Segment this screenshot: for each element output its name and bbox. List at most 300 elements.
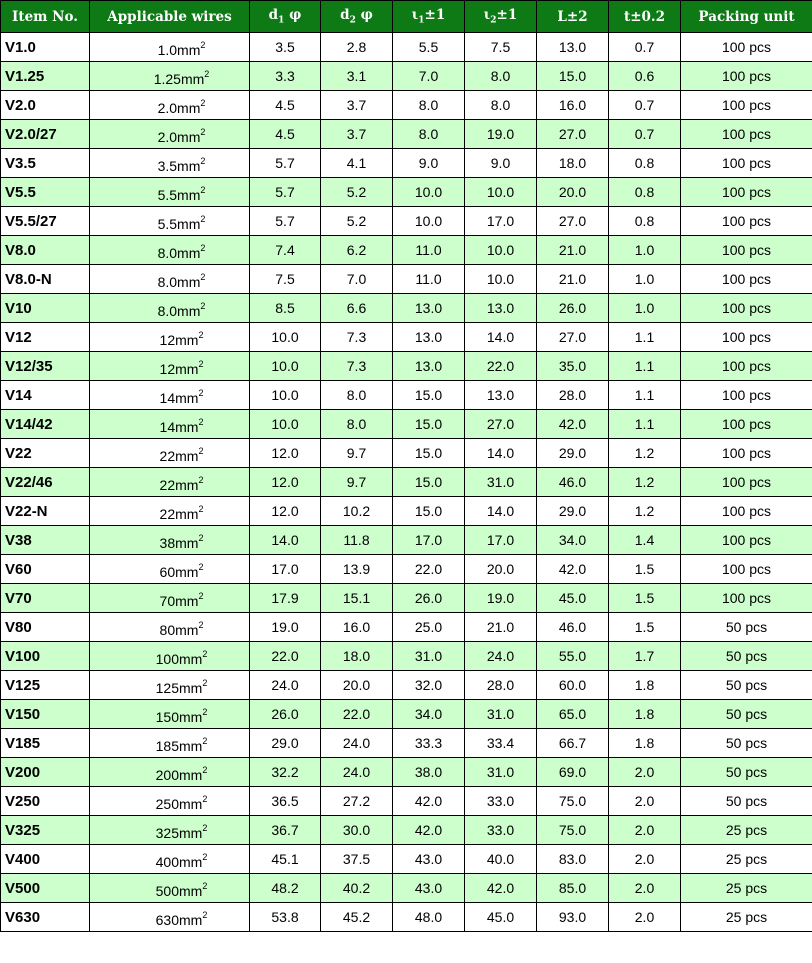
cell-d2: 37.5 [321, 845, 393, 874]
table-row [1, 555, 812, 584]
cell-d2: 8.0 [321, 381, 393, 410]
cell-l2: 20.0 [465, 555, 537, 584]
cell-applicable-wire [90, 874, 250, 903]
wire-size-exponent: 2 [200, 272, 206, 282]
wire-size-exponent: 2 [200, 127, 206, 137]
wire-size-exponent: 2 [198, 446, 204, 456]
cell-packing-unit: 25 pcs [681, 874, 812, 903]
cell-length: 42.0 [537, 555, 609, 584]
cell-thickness: 1.8 [609, 671, 681, 700]
cell-d1: 12.0 [250, 468, 321, 497]
cell-d2: 3.7 [321, 91, 393, 120]
cell-l2: 22.0 [465, 352, 537, 381]
cell-item-no: V100 [1, 642, 90, 671]
table-row [1, 787, 812, 816]
cell-l2: 21.0 [465, 613, 537, 642]
wire-size-value: 3.5mm [157, 158, 201, 174]
cell-l1: 13.0 [393, 294, 465, 323]
cell-l2: 8.0 [465, 62, 537, 91]
wire-size-value: 185mm [155, 738, 203, 754]
wire-size-value: 250mm [155, 796, 203, 812]
cell-thickness: 1.1 [609, 381, 681, 410]
wire-size-value: 8.0mm [157, 274, 201, 290]
wire-size-exponent: 2 [202, 852, 208, 862]
cell-length: 29.0 [537, 497, 609, 526]
header-d2: $d_2$ φ [321, 1, 393, 33]
cell-applicable-wire [90, 294, 250, 323]
header-d1: $d_1$ φ [250, 1, 321, 33]
wire-size [158, 268, 206, 290]
wire-size-value: 12mm [159, 332, 199, 348]
cell-d2: 20.0 [321, 671, 393, 700]
cell-d2: 27.2 [321, 787, 393, 816]
cell-item-no: V325 [1, 816, 90, 845]
header-l1: $\iota_1\pm 1$ [393, 1, 465, 33]
cell-thickness: 0.7 [609, 120, 681, 149]
wire-size-exponent: 2 [202, 794, 208, 804]
table-row [1, 468, 812, 497]
table-row [1, 729, 812, 758]
cell-l1: 15.0 [393, 468, 465, 497]
cell-d1: 26.0 [250, 700, 321, 729]
cell-length: 60.0 [537, 671, 609, 700]
wire-size [158, 297, 206, 319]
cell-packing-unit: 100 pcs [681, 410, 812, 439]
cell-packing-unit: 100 pcs [681, 352, 812, 381]
cell-item-no: V5.5 [1, 178, 90, 207]
cell-l1: 7.0 [393, 62, 465, 91]
wire-size-exponent: 2 [198, 475, 204, 485]
table-row [1, 207, 812, 236]
table-row [1, 294, 812, 323]
cell-l2: 33.0 [465, 816, 537, 845]
cell-l2: 14.0 [465, 323, 537, 352]
cell-applicable-wire [90, 729, 250, 758]
cell-d2: 18.0 [321, 642, 393, 671]
cell-d1: 36.7 [250, 816, 321, 845]
cell-packing-unit: 100 pcs [681, 120, 812, 149]
cell-packing-unit: 50 pcs [681, 613, 812, 642]
cell-d2: 45.2 [321, 903, 393, 932]
cell-packing-unit: 50 pcs [681, 787, 812, 816]
cell-item-no: V2.0 [1, 91, 90, 120]
cell-l2: 10.0 [465, 178, 537, 207]
cell-packing-unit: 25 pcs [681, 816, 812, 845]
cell-d1: 7.4 [250, 236, 321, 265]
wire-size-value: 200mm [155, 767, 203, 783]
cell-l2: 28.0 [465, 671, 537, 700]
cell-packing-unit: 50 pcs [681, 642, 812, 671]
cell-d2: 40.2 [321, 874, 393, 903]
cell-packing-unit: 100 pcs [681, 294, 812, 323]
cell-applicable-wire [90, 381, 250, 410]
wire-size [158, 210, 206, 232]
cell-d2: 7.3 [321, 323, 393, 352]
table-row [1, 845, 812, 874]
cell-l1: 43.0 [393, 845, 465, 874]
cell-d1: 22.0 [250, 642, 321, 671]
wire-size-exponent: 2 [198, 359, 204, 369]
wire-size-value: 14mm [159, 390, 199, 406]
cell-packing-unit: 50 pcs [681, 729, 812, 758]
cell-d2: 2.8 [321, 33, 393, 62]
cell-applicable-wire [90, 903, 250, 932]
wire-size [160, 500, 204, 522]
cell-l2: 24.0 [465, 642, 537, 671]
cell-thickness: 1.0 [609, 294, 681, 323]
cell-thickness: 1.8 [609, 729, 681, 758]
cell-thickness: 1.5 [609, 613, 681, 642]
cell-thickness: 2.0 [609, 787, 681, 816]
cell-packing-unit: 100 pcs [681, 468, 812, 497]
cell-d2: 13.9 [321, 555, 393, 584]
cell-length: 35.0 [537, 352, 609, 381]
cell-d2: 5.2 [321, 207, 393, 236]
cell-l1: 8.0 [393, 91, 465, 120]
cell-item-no: V3.5 [1, 149, 90, 178]
table-row [1, 903, 812, 932]
wire-size-exponent: 2 [202, 881, 208, 891]
cell-item-no: V80 [1, 613, 90, 642]
cell-d1: 3.5 [250, 33, 321, 62]
cell-l2: 27.0 [465, 410, 537, 439]
cell-d1: 19.0 [250, 613, 321, 642]
table-body [1, 33, 812, 932]
wire-size [158, 181, 206, 203]
cell-thickness: 1.4 [609, 526, 681, 555]
cell-applicable-wire [90, 555, 250, 584]
table-row [1, 120, 812, 149]
wire-size-exponent: 2 [198, 417, 204, 427]
wire-size-value: 38mm [159, 535, 199, 551]
cell-d1: 10.0 [250, 381, 321, 410]
table-row [1, 149, 812, 178]
cell-d1: 10.0 [250, 323, 321, 352]
wire-size-value: 5.5mm [157, 187, 201, 203]
cell-l2: 45.0 [465, 903, 537, 932]
cell-packing-unit: 50 pcs [681, 758, 812, 787]
table-row [1, 352, 812, 381]
cell-d2: 10.2 [321, 497, 393, 526]
wire-size-value: 400mm [155, 854, 203, 870]
cell-d2: 22.0 [321, 700, 393, 729]
wire-size-exponent: 2 [198, 504, 204, 514]
wire-size-value: 80mm [159, 622, 199, 638]
wire-size-value: 14mm [159, 419, 199, 435]
cell-d2: 7.0 [321, 265, 393, 294]
cell-l1: 5.5 [393, 33, 465, 62]
cell-d1: 17.9 [250, 584, 321, 613]
wire-size [158, 94, 206, 116]
cell-applicable-wire [90, 120, 250, 149]
cell-applicable-wire [90, 497, 250, 526]
wire-size-value: 1.0mm [157, 42, 201, 58]
table-row [1, 91, 812, 120]
cell-d2: 3.7 [321, 120, 393, 149]
wire-size [158, 152, 206, 174]
cell-item-no: V22/46 [1, 468, 90, 497]
cell-thickness: 2.0 [609, 758, 681, 787]
cell-d2: 7.3 [321, 352, 393, 381]
cell-thickness: 1.2 [609, 439, 681, 468]
table-row [1, 236, 812, 265]
cell-d1: 5.7 [250, 149, 321, 178]
cell-length: 65.0 [537, 700, 609, 729]
cell-l2: 17.0 [465, 207, 537, 236]
cell-d1: 53.8 [250, 903, 321, 932]
cell-item-no: V10 [1, 294, 90, 323]
wire-size-exponent: 2 [202, 823, 208, 833]
cell-item-no: V2.0/27 [1, 120, 90, 149]
wire-size-value: 100mm [155, 651, 203, 667]
cell-applicable-wire [90, 352, 250, 381]
wire-size-value: 22mm [159, 448, 199, 464]
wire-size [160, 558, 204, 580]
cell-length: 20.0 [537, 178, 609, 207]
wire-size-value: 8.0mm [157, 303, 201, 319]
cell-thickness: 1.7 [609, 642, 681, 671]
table-row [1, 381, 812, 410]
wire-size-value: 125mm [155, 680, 203, 696]
wire-size-exponent: 2 [200, 243, 206, 253]
cell-d1: 10.0 [250, 410, 321, 439]
cell-packing-unit: 100 pcs [681, 91, 812, 120]
cell-l1: 15.0 [393, 497, 465, 526]
wire-size-exponent: 2 [198, 591, 204, 601]
cell-d1: 8.5 [250, 294, 321, 323]
cell-applicable-wire [90, 149, 250, 178]
cell-item-no: V8.0-N [1, 265, 90, 294]
cell-l1: 42.0 [393, 787, 465, 816]
cell-applicable-wire [90, 62, 250, 91]
cell-l2: 10.0 [465, 236, 537, 265]
cell-packing-unit: 25 pcs [681, 845, 812, 874]
cell-d2: 9.7 [321, 439, 393, 468]
cell-item-no: V22-N [1, 497, 90, 526]
cell-d2: 15.1 [321, 584, 393, 613]
cell-l2: 33.4 [465, 729, 537, 758]
wire-size-exponent: 2 [200, 185, 206, 195]
cell-thickness: 1.0 [609, 236, 681, 265]
cell-item-no: V150 [1, 700, 90, 729]
cell-thickness: 1.1 [609, 323, 681, 352]
cell-length: 42.0 [537, 410, 609, 439]
cell-length: 55.0 [537, 642, 609, 671]
table-row [1, 874, 812, 903]
wire-size [156, 790, 208, 812]
cell-length: 13.0 [537, 33, 609, 62]
cell-d1: 5.7 [250, 207, 321, 236]
header-applicable-wires: Applicable wires [90, 1, 250, 33]
cell-l1: 48.0 [393, 903, 465, 932]
wire-size-exponent: 2 [198, 620, 204, 630]
cell-d1: 36.5 [250, 787, 321, 816]
cell-l1: 15.0 [393, 381, 465, 410]
cell-item-no: V60 [1, 555, 90, 584]
table-row [1, 497, 812, 526]
cell-item-no: V125 [1, 671, 90, 700]
cell-d1: 17.0 [250, 555, 321, 584]
header-thickness: t±0.2 [609, 1, 681, 33]
cell-l2: 33.0 [465, 787, 537, 816]
cell-length: 46.0 [537, 613, 609, 642]
cell-applicable-wire [90, 758, 250, 787]
cell-l2: 14.0 [465, 439, 537, 468]
wire-size [154, 65, 210, 87]
table-row [1, 584, 812, 613]
cell-item-no: V12 [1, 323, 90, 352]
wire-size-exponent: 2 [200, 214, 206, 224]
wire-size-value: 22mm [159, 477, 199, 493]
cell-d1: 4.5 [250, 91, 321, 120]
cell-length: 85.0 [537, 874, 609, 903]
cell-length: 29.0 [537, 439, 609, 468]
wire-size [156, 703, 208, 725]
cell-packing-unit: 100 pcs [681, 584, 812, 613]
cell-length: 69.0 [537, 758, 609, 787]
cell-packing-unit: 100 pcs [681, 178, 812, 207]
cell-d1: 3.3 [250, 62, 321, 91]
wire-size [156, 645, 208, 667]
table-row [1, 816, 812, 845]
cell-l1: 31.0 [393, 642, 465, 671]
cell-l2: 40.0 [465, 845, 537, 874]
cell-packing-unit: 100 pcs [681, 555, 812, 584]
cell-d1: 32.2 [250, 758, 321, 787]
wire-size [160, 413, 204, 435]
cell-thickness: 0.8 [609, 207, 681, 236]
cell-packing-unit: 100 pcs [681, 62, 812, 91]
wire-size-value: 60mm [159, 564, 199, 580]
cell-length: 93.0 [537, 903, 609, 932]
cell-l2: 10.0 [465, 265, 537, 294]
cell-thickness: 2.0 [609, 816, 681, 845]
header-packing-unit: Packing unit [681, 1, 812, 33]
cell-l2: 31.0 [465, 758, 537, 787]
cell-length: 16.0 [537, 91, 609, 120]
cell-applicable-wire [90, 207, 250, 236]
cell-thickness: 1.5 [609, 584, 681, 613]
cell-l1: 33.3 [393, 729, 465, 758]
cell-l1: 34.0 [393, 700, 465, 729]
cell-length: 46.0 [537, 468, 609, 497]
wire-size [160, 616, 204, 638]
cell-item-no: V14/42 [1, 410, 90, 439]
wire-size [156, 732, 208, 754]
cell-l1: 11.0 [393, 265, 465, 294]
wire-size-exponent: 2 [198, 562, 204, 572]
cell-d2: 24.0 [321, 758, 393, 787]
wire-size-exponent: 2 [202, 707, 208, 717]
cell-item-no: V5.5/27 [1, 207, 90, 236]
cell-length: 66.7 [537, 729, 609, 758]
cell-item-no: V630 [1, 903, 90, 932]
cell-d2: 3.1 [321, 62, 393, 91]
cell-thickness: 1.1 [609, 352, 681, 381]
cell-packing-unit: 100 pcs [681, 526, 812, 555]
cell-l2: 8.0 [465, 91, 537, 120]
cell-length: 27.0 [537, 323, 609, 352]
wire-size [160, 587, 204, 609]
cell-thickness: 1.1 [609, 410, 681, 439]
cell-d2: 5.2 [321, 178, 393, 207]
cell-packing-unit: 100 pcs [681, 323, 812, 352]
table-row [1, 439, 812, 468]
cell-l2: 9.0 [465, 149, 537, 178]
cell-l1: 11.0 [393, 236, 465, 265]
cell-packing-unit: 50 pcs [681, 700, 812, 729]
wire-size [156, 761, 208, 783]
cell-thickness: 0.8 [609, 178, 681, 207]
wire-size-exponent: 2 [202, 736, 208, 746]
cell-length: 18.0 [537, 149, 609, 178]
cell-applicable-wire [90, 700, 250, 729]
cell-d2: 8.0 [321, 410, 393, 439]
wire-size-value: 2.0mm [157, 129, 201, 145]
wire-size-value: 8.0mm [157, 245, 201, 261]
cell-applicable-wire [90, 584, 250, 613]
wire-size-exponent: 2 [198, 388, 204, 398]
cell-d2: 6.2 [321, 236, 393, 265]
cell-applicable-wire [90, 787, 250, 816]
cell-packing-unit: 100 pcs [681, 207, 812, 236]
wire-size [158, 36, 206, 58]
cell-length: 75.0 [537, 787, 609, 816]
cell-l1: 32.0 [393, 671, 465, 700]
cell-thickness: 0.6 [609, 62, 681, 91]
wire-size-exponent: 2 [198, 533, 204, 543]
table-row [1, 62, 812, 91]
cell-applicable-wire [90, 468, 250, 497]
wire-size-exponent: 2 [200, 40, 206, 50]
cell-thickness: 1.2 [609, 497, 681, 526]
wire-size [160, 355, 204, 377]
cell-packing-unit: 100 pcs [681, 265, 812, 294]
cell-applicable-wire [90, 526, 250, 555]
cell-d1: 5.7 [250, 178, 321, 207]
cell-l1: 25.0 [393, 613, 465, 642]
wire-size-value: 630mm [155, 912, 203, 928]
cell-l1: 38.0 [393, 758, 465, 787]
wire-size-value: 325mm [155, 825, 203, 841]
cell-l1: 8.0 [393, 120, 465, 149]
cell-packing-unit: 100 pcs [681, 497, 812, 526]
cell-applicable-wire [90, 91, 250, 120]
cell-length: 83.0 [537, 845, 609, 874]
cell-d1: 10.0 [250, 352, 321, 381]
cell-d2: 16.0 [321, 613, 393, 642]
table-row [1, 526, 812, 555]
cell-thickness: 2.0 [609, 903, 681, 932]
cell-l1: 13.0 [393, 352, 465, 381]
cell-thickness: 0.7 [609, 33, 681, 62]
table-row [1, 323, 812, 352]
wire-size-value: 70mm [159, 593, 199, 609]
cell-packing-unit: 100 pcs [681, 33, 812, 62]
wire-size [158, 123, 206, 145]
cell-l1: 9.0 [393, 149, 465, 178]
cell-l2: 7.5 [465, 33, 537, 62]
table-row [1, 613, 812, 642]
wire-size-exponent: 2 [200, 156, 206, 166]
wire-size-exponent: 2 [202, 678, 208, 688]
cell-length: 27.0 [537, 120, 609, 149]
wire-size-value: 12mm [159, 361, 199, 377]
wire-size [160, 529, 204, 551]
cell-l2: 19.0 [465, 584, 537, 613]
cell-applicable-wire [90, 439, 250, 468]
cell-item-no: V8.0 [1, 236, 90, 265]
